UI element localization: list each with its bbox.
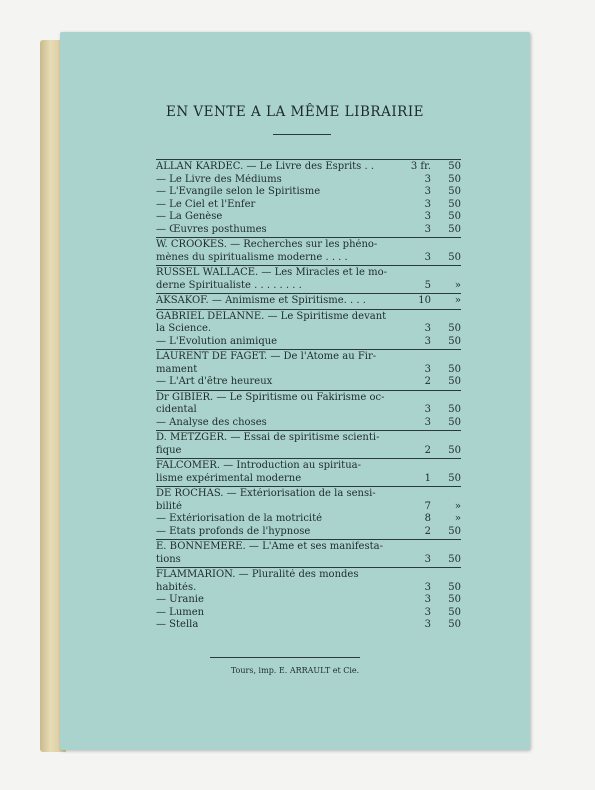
catalog-entry	[156, 323, 461, 336]
entry-separator	[156, 390, 461, 391]
entry-price-centimes: »	[454, 500, 461, 512]
entry-title: — Stella	[156, 619, 199, 630]
catalog-entry	[156, 417, 461, 430]
catalog-entry	[156, 336, 461, 349]
catalog-entry	[156, 311, 461, 324]
entry-price-centimes: 50	[448, 416, 461, 428]
catalog-entry	[156, 582, 461, 595]
book-back-cover	[60, 32, 530, 750]
entry-price-francs: 1	[424, 472, 431, 484]
entry-title: — Œuvres posthumes	[156, 223, 267, 235]
entry-price-francs: 3	[424, 606, 431, 618]
entry-separator	[156, 159, 461, 160]
catalog-entry	[156, 376, 461, 389]
catalog-entry	[156, 607, 461, 620]
entry-price-centimes: 50	[448, 211, 461, 222]
entry-separator	[156, 265, 461, 266]
entry-price-francs: 3	[424, 223, 431, 235]
entry-separator	[156, 293, 461, 294]
entry-title: FLAMMARION. — Pluralité des mondes	[156, 569, 359, 580]
entry-title: lisme expérimental moderne	[156, 472, 302, 484]
catalog-entry	[156, 554, 461, 567]
entry-price-francs: 2	[424, 444, 431, 456]
entry-separator	[156, 349, 461, 350]
entry-price-francs: 3	[424, 323, 431, 334]
catalog-entry	[156, 445, 461, 458]
entry-price-francs: 3	[424, 198, 431, 210]
entry-price-francs: 3	[424, 251, 431, 263]
catalog-entry	[156, 351, 461, 364]
catalog-list	[156, 158, 461, 632]
catalog-entry	[156, 280, 461, 293]
bottom-rule	[210, 657, 360, 658]
entry-price-francs: 8	[424, 513, 431, 524]
entry-title: — Analyse des choses	[156, 416, 267, 428]
entry-price-centimes: 50	[448, 173, 461, 185]
entry-price-centimes: »	[454, 295, 461, 306]
catalog-entry	[156, 211, 461, 224]
entry-price-francs: 7	[424, 500, 431, 512]
entry-price-francs: 3	[424, 416, 431, 428]
catalog-entry	[156, 488, 461, 501]
entry-title: ALLAN KARDEC. — Le Livre des Esprits . .	[156, 161, 375, 172]
entry-price-francs: 10	[418, 295, 431, 306]
entry-title: Dr GIBIER. — Le Spiritisme ou Fakirisme oc-	[156, 391, 385, 403]
catalog-entry	[156, 252, 461, 265]
entry-title: fique	[156, 444, 182, 456]
catalog-entry	[156, 501, 461, 514]
entry-title: mament	[156, 363, 198, 375]
entry-price-centimes: 50	[448, 444, 461, 456]
entry-title: — Le Livre des Médiums	[156, 173, 282, 185]
catalog-entry	[156, 186, 461, 199]
entry-price-francs: 3 fr.	[410, 161, 431, 172]
entry-price-centimes: 50	[448, 553, 461, 565]
catalog-entry	[156, 364, 461, 377]
entry-price-francs: 3	[424, 186, 431, 197]
entry-title: habités.	[156, 581, 197, 593]
catalog-entry	[156, 239, 461, 252]
entry-title: LAURENT DE FAGET. — De l'Atome au Fir-	[156, 351, 377, 362]
catalog-entry	[156, 404, 461, 417]
entry-price-centimes: »	[454, 279, 461, 291]
entry-title: GABRIEL DELANNE. — Le Spiritisme devant	[156, 310, 387, 322]
catalog-entry	[156, 513, 461, 526]
catalog-entry	[156, 224, 461, 237]
entry-title: — Uranie	[156, 594, 204, 605]
entry-title: DE ROCHAS. — Extériorisation de la sensi-	[156, 488, 376, 499]
entry-title: E. BONNEMÈRE. — L'Âme et ses manifesta-	[156, 541, 383, 552]
catalog-entry	[156, 392, 461, 405]
catalog-entry	[156, 569, 461, 582]
entry-separator	[156, 567, 461, 568]
entry-title: FALCOMER. — Introduction au spiritua-	[156, 460, 361, 471]
entry-title: tions	[156, 553, 181, 565]
entry-price-centimes: »	[454, 513, 461, 524]
catalog-entry	[156, 161, 461, 174]
entry-price-francs: 3	[424, 553, 431, 565]
entry-price-francs: 2	[424, 376, 431, 387]
entry-title: W. CROOKES. — Recherches sur les phéno-	[156, 239, 378, 250]
entry-price-francs: 5	[424, 279, 431, 291]
catalog-entry	[156, 594, 461, 607]
entry-separator	[156, 237, 461, 238]
entry-separator	[156, 430, 461, 431]
entry-price-centimes: 50	[448, 363, 461, 375]
entry-price-francs: 3	[424, 211, 431, 222]
printer-imprint: Tours, imp. E. ARRAULT et Cie.	[230, 666, 360, 675]
entry-price-francs: 3	[424, 335, 431, 347]
entry-price-francs: 3	[424, 173, 431, 185]
entry-title: mènes du spiritualisme moderne . . . .	[156, 251, 348, 263]
entry-price-centimes: 50	[448, 198, 461, 210]
catalog-entry	[156, 526, 461, 539]
entry-price-centimes: 50	[448, 223, 461, 235]
entry-title: RUSSEL WALLACE. — Les Miracles et le mo-	[156, 267, 387, 278]
entry-price-centimes: 50	[448, 606, 461, 618]
entry-title: bilité	[156, 500, 182, 512]
entry-price-centimes: 50	[448, 404, 461, 415]
entry-price-francs: 3	[424, 619, 431, 630]
entry-title: la Science.	[156, 323, 212, 334]
catalog-entry	[156, 460, 461, 473]
catalog-entry	[156, 541, 461, 554]
entry-price-centimes: 50	[448, 335, 461, 347]
entry-title: — États profonds de l'hypnose	[156, 525, 311, 537]
entry-price-francs: 3	[424, 404, 431, 415]
entry-price-francs: 2	[424, 525, 431, 537]
catalog-entry	[156, 432, 461, 445]
catalog-entry	[156, 267, 461, 280]
entry-price-centimes: 50	[448, 161, 461, 172]
entry-title: — L'Art d'être heureux	[156, 376, 273, 387]
entry-title: cidental	[156, 404, 197, 415]
entry-title: — L'Évolution animique	[156, 335, 278, 347]
entry-title: AKSAKOF. — Animisme et Spiritisme. . . .	[156, 295, 366, 306]
entry-title: — Extériorisation de la motricité	[156, 513, 323, 524]
catalog-entry	[156, 473, 461, 486]
heading-rule	[273, 134, 331, 135]
catalog-heading: EN VENTE A LA MÊME LIBRAIRIE	[165, 104, 425, 120]
entry-price-centimes: 50	[448, 525, 461, 537]
entry-price-francs: 3	[424, 363, 431, 375]
catalog-entry	[156, 174, 461, 187]
entry-title: D. METZGER. — Essai de spiritisme scienti-	[156, 432, 380, 443]
entry-price-centimes: 50	[448, 619, 461, 630]
entry-price-centimes: 50	[448, 251, 461, 263]
entry-price-centimes: 50	[448, 323, 461, 334]
entry-title: — Lumen	[156, 606, 205, 618]
entry-title: — La Genèse	[156, 211, 223, 222]
entry-separator	[156, 458, 461, 459]
entry-title: derne Spiritualiste . . . . . . . .	[156, 279, 302, 291]
entry-price-centimes: 50	[448, 472, 461, 484]
entry-price-centimes: 50	[448, 186, 461, 197]
entry-title: — L'Évangile selon le Spiritisme	[156, 186, 321, 197]
entry-price-centimes: 50	[448, 376, 461, 387]
entry-separator	[156, 486, 461, 487]
entry-price-centimes: 50	[448, 581, 461, 593]
entry-price-francs: 3	[424, 594, 431, 605]
entry-title: — Le Ciel et l'Enfer	[156, 198, 256, 210]
entry-separator	[156, 539, 461, 540]
entry-separator	[156, 309, 461, 310]
entry-price-francs: 3	[424, 581, 431, 593]
catalog-entry	[156, 619, 461, 632]
catalog-entry	[156, 295, 461, 308]
catalog-entry	[156, 199, 461, 212]
entry-price-centimes: 50	[448, 594, 461, 605]
